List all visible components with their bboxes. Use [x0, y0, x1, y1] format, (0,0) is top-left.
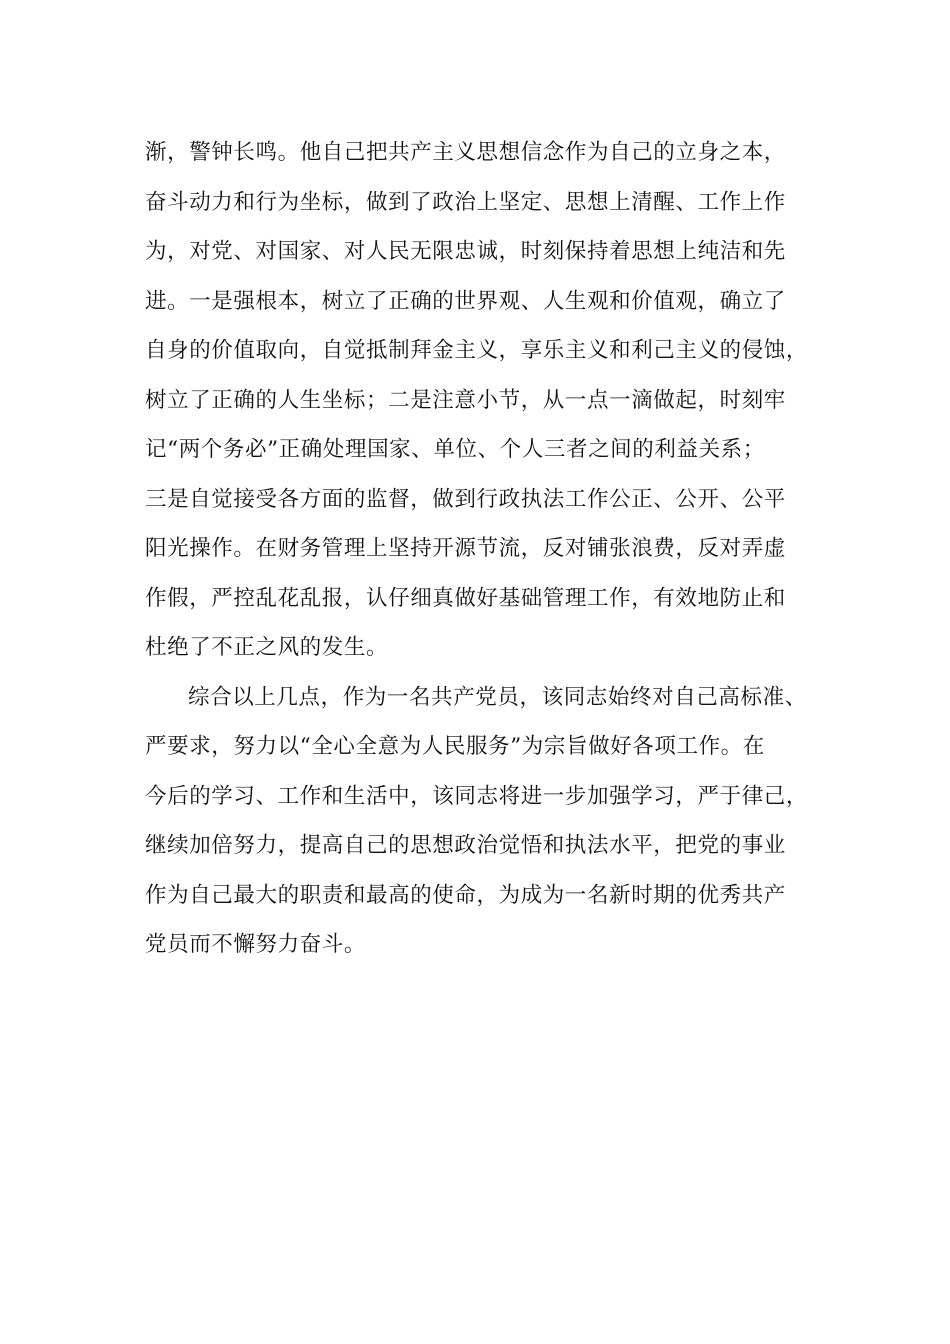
text-line: 作假，严控乱花乱报，认仔细真做好基础管理工作，有效地防止和	[145, 585, 786, 611]
text-line: 今后的学习、工作和生活中，该同志将进一步加强学习，严于律己，	[145, 783, 809, 809]
text-line: 为，对党、对国家、对人民无限忠诚，时刻保持着思想上纯洁和先	[145, 239, 786, 264]
text-line: 继续加倍努力，提高自己的思想政治觉悟和执法水平，把党的事业	[145, 833, 786, 858]
paragraph-2	[145, 673, 835, 970]
text-line: 严要求，努力以“全心全意为人民服务”为宗旨做好各项工作。在	[145, 734, 765, 759]
paragraph-1	[145, 128, 835, 673]
text-line: 树立了正确的人生坐标；二是注意小节，从一点一滴做起，时刻牢	[145, 387, 786, 413]
text-line: 奋斗动力和行为坐标，做到了政治上坚定、思想上清醒、工作上作	[145, 189, 786, 215]
text-line: 杜绝了不正之风的发生。	[145, 635, 389, 660]
document-body	[145, 128, 835, 970]
text-line: 作为自己最大的职责和最高的使命，为成为一名新时期的优秀共产	[145, 882, 786, 908]
text-line: 自身的价值取向，自觉抵制拜金主义，享乐主义和利己主义的侵蚀，	[145, 338, 809, 363]
text-line: 三是自觉接受各方面的监督，做到行政执法工作公正、公开、公平	[145, 486, 786, 512]
text-line: 阳光操作。在财务管理上坚持开源节流，反对铺张浪费，反对弄虚	[145, 536, 786, 561]
text-line: 综合以上几点，作为一名共产党员，该同志始终对自己高标准、	[188, 684, 807, 710]
text-line: 党员而不懈努力奋斗。	[145, 932, 367, 957]
text-line: 进。一是强根本，树立了正确的世界观、人生观和价值观，确立了	[145, 288, 786, 314]
text-line: 渐，警钟长鸣。他自己把共产主义思想信念作为自己的立身之本，	[145, 140, 786, 165]
text-line: 记“两个务必”正确处理国家、单位、个人三者之间的利益关系；	[145, 437, 765, 462]
